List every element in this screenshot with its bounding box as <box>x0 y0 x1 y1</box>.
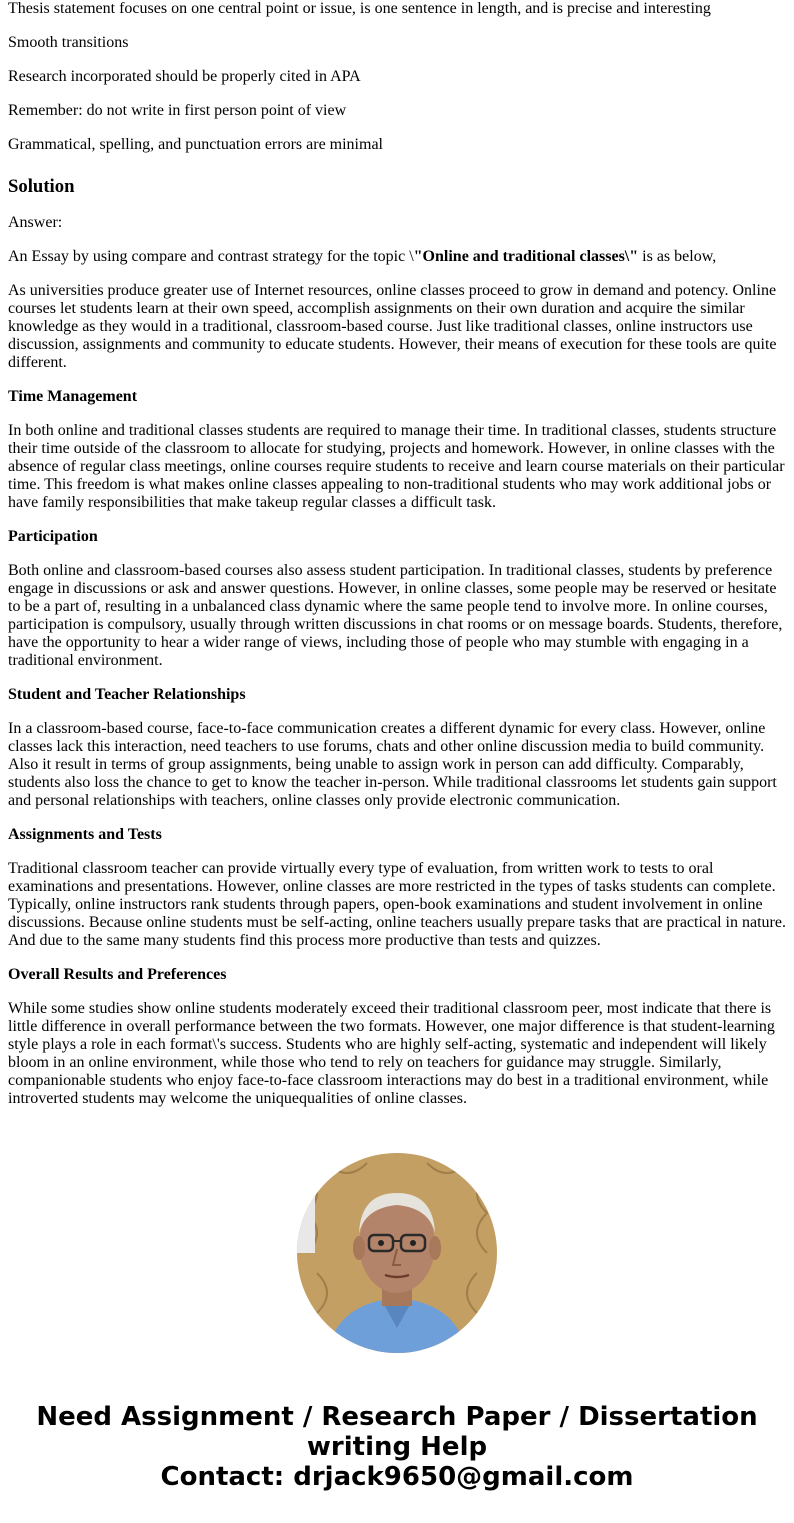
intro-after: is as below, <box>638 248 717 265</box>
section-heading-time-management: Time Management <box>8 388 138 405</box>
answer-content <box>8 0 786 1124</box>
opening-paragraph: As universities produce greater use of Internet resources, online classes proceed to grow in demand and potency. Online courses let students learn at their own speed, accomplish assignments on their own duration and acquire the similar knowledge as they would in a traditional, classroom-based course. Just like traditional classes, online instructors use discussion, assignments and community to educate students. However, their means of execution for these tools are quite different. <box>8 282 777 371</box>
answer-label: Answer: <box>8 214 63 231</box>
banner-contact-line: Contact: drjack9650@gmail.com <box>160 1462 634 1492</box>
intro-topic: "Online and traditional classes\" <box>413 248 639 265</box>
section-heading-assignments: Assignments and Tests <box>8 826 162 843</box>
solution-heading: Solution <box>8 176 75 197</box>
section-body-relationships: In a classroom-based course, face-to-face communication creates a different dynamic for every class. However, online classes lack this interaction, need teachers to use forums, chats and other online discussion media to build community. Also it result in terms of group assignments, being unable to assign work in person can add difficulty. Comparably, students also loss the chance to get to know the teacher in-person. While traditional classrooms let students gain support and personal relationships with teachers, online classes only provide electronic communication. <box>8 720 777 809</box>
section-body-results: While some studies show online students moderately exceed their traditional classroom peer, most indicate that there is little difference in overall performance between the two formats. However, one major difference is that student-learning style plays a role in each format\'s success. Students who are highly self-acting, systematic and independent will likely bloom in an online environment, while those who tend to rely on teachers for guidance may struggle. Similarly, companionable students who enjoy face-to-face classroom interactions may do best in a traditional environment, while introverted students may welcome the uniquequalities of online classes. <box>8 1000 775 1107</box>
intro-before: An Essay by using compare and contrast strategy for the topic \ <box>8 248 414 265</box>
contact-banner <box>0 1402 794 1492</box>
person-photo-icon <box>297 1153 497 1353</box>
section-body-participation: Both online and classroom-based courses also assess student participation. In traditional classes, students by preference engage in discussions or ask and answer questions. However, in online classes, some people may be reserved or hesitate to be a part of, resulting in a unbalanced class dynamic where the same people tend to involve more. In online courses, participation is compulsory, usually through written discussions in chat rooms or on message boards. Students, therefore, have the opportunity to hear a wider range of views, including those of people who may stumble with engaging in a traditional environment. <box>8 562 783 669</box>
banner-line-1: Need Assignment / Research Paper / Dissertation <box>36 1402 758 1432</box>
section-body-time-management: In both online and traditional classes students are required to manage their time. In traditional classes, students structure their time outside of the classroom to allocate for studying, projects and homework. However, in online classes with the absence of regular class meetings, online courses require students to receive and learn course materials on their particular time. This freedom is what makes online classes appealing to non-traditional students who may work additional jobs or have family responsibilities that make takeup regular classes a difficult task. <box>8 422 785 511</box>
section-heading-results: Overall Results and Preferences <box>8 966 227 983</box>
section-heading-participation: Participation <box>8 528 98 545</box>
criteria-item: Grammatical, spelling, and punctuation errors are minimal <box>8 136 383 153</box>
section-heading-relationships: Student and Teacher Relationships <box>8 686 246 703</box>
section-body-assignments: Traditional classroom teacher can provide virtually every type of evaluation, from written work to tests to oral examinations and presentations. However, online classes are more restricted in the types of tasks students can complete. Typically, online instructors rank students through papers, open-book examinations and student involvement in online discussions. Because online students must be self-acting, online teachers usually prepare tasks that are practical in nature. And due to the same many students find this process more productive than tests and quizzes. <box>8 860 786 949</box>
criteria-item: Thesis statement focuses on one central point or issue, is one sentence in length, and is precise and interesting <box>8 0 711 17</box>
intro-sentence <box>8 248 786 266</box>
criteria-item: Research incorporated should be properly cited in APA <box>8 68 361 85</box>
criteria-item: Smooth transitions <box>8 34 129 51</box>
criteria-item: Remember: do not write in first person point of view <box>8 102 347 119</box>
avatar <box>297 1153 497 1353</box>
banner-line-2: writing Help <box>306 1432 488 1462</box>
